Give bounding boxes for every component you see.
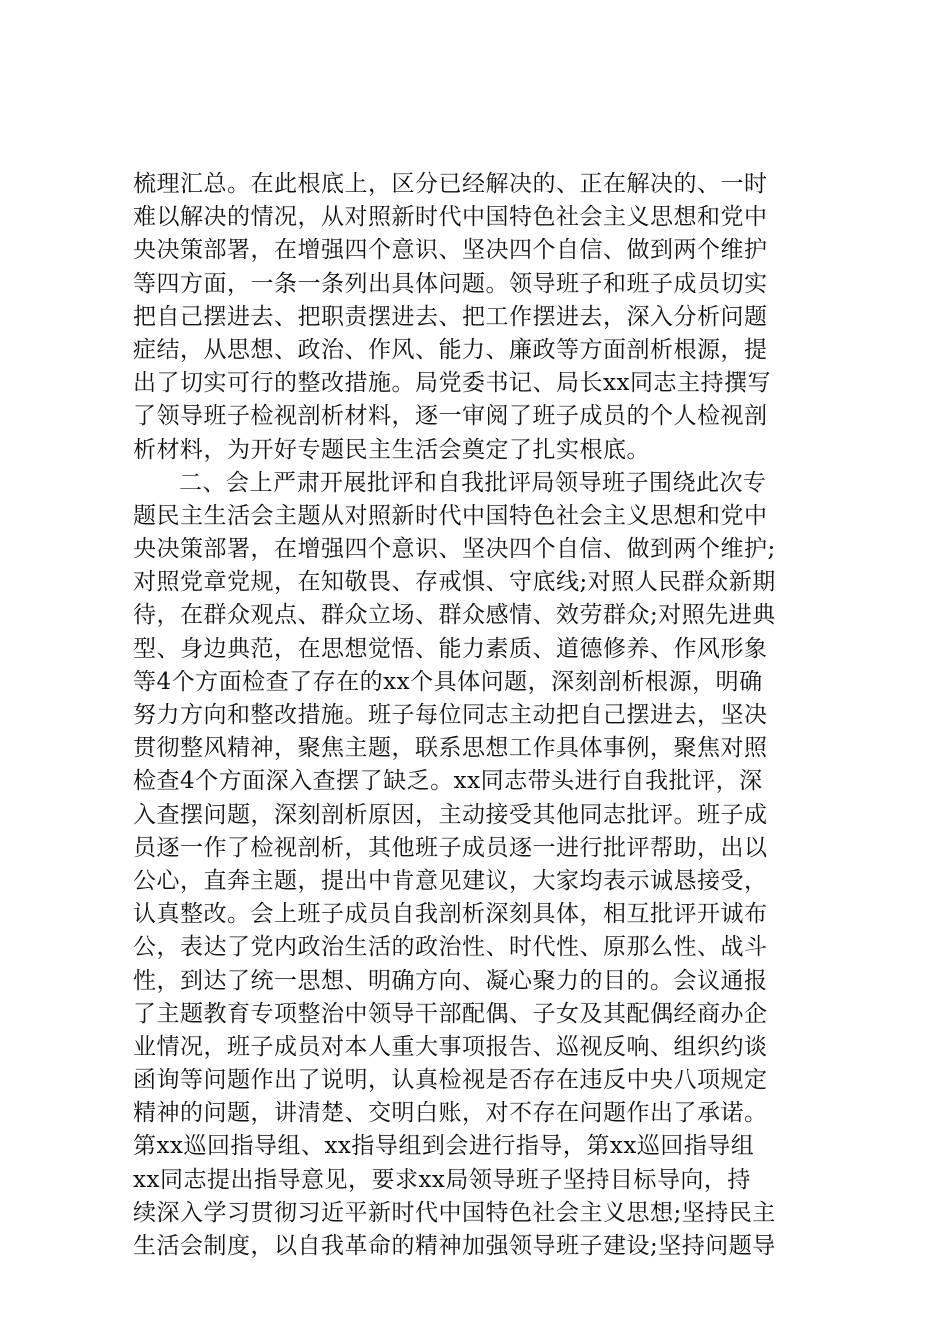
text-line: 央决策部署，在增强四个意识、坚决四个自信、做到两个维护; <box>133 536 776 563</box>
section-heading-line: 二、会上严肃开展批评和自我批评局领导班子围绕此次专 <box>179 469 767 496</box>
text-line: 等四方面，一条一条列出具体问题。领导班子和班子成员切实 <box>133 270 768 297</box>
text-line: 析材料，为开好专题民主生活会奠定了扎实根底。 <box>133 436 650 463</box>
text-line: 梳理汇总。在此根底上，区分已经解决的、正在解决的、一时 <box>133 171 768 197</box>
text-line: 业情况，班子成员对本人重大事项报告、巡视反响、组织约谈 <box>133 1033 768 1060</box>
text-line: 生活会制度，以自我革命的精神加强领导班子建设;坚持问题导 <box>133 1233 776 1259</box>
text-line: xx同志提出指导意见，要求xx局领导班子坚持目标导向，持 <box>133 1166 751 1193</box>
text-line: 等4个方面检查了存在的xx个具体问题，深刻剖析根源，明确 <box>133 668 763 695</box>
text-line: 题民主生活会主题从对照新时代中国特色社会主义思想和党中 <box>133 502 768 529</box>
text-line: 央决策部署，在增强四个意识、坚决四个自信、做到两个维护 <box>133 237 768 264</box>
text-line: 函询等问题作出了说明，认真检视是否存在违反中央八项规定 <box>133 1067 768 1094</box>
text-line: 贯彻整风精神，聚焦主题，联系思想工作具体事例，聚焦对照 <box>133 735 768 762</box>
text-line: 把自己摆进去、把职责摆进去、把工作摆进去，深入分析问题 <box>133 303 768 330</box>
body-text <box>133 168 823 1263</box>
text-line: 待，在群众观点、群众立场、群众感情、效劳群众;对照先进典 <box>133 602 776 629</box>
text-line: 出了切实可行的整改措施。局党委书记、局长xx同志主持撰写 <box>133 370 771 397</box>
text-line: 员逐一作了检视剖析，其他班子成员逐一进行批评帮助，出以 <box>133 834 768 861</box>
text-line: 认真整改。会上班子成员自我剖析深刻具体，相互批评开诚布 <box>133 901 768 928</box>
text-line: 了领导班子检视剖析材料，逐一审阅了班子成员的个人检视剖 <box>133 403 768 430</box>
text-line: 检查4个方面深入查摆了缺乏。xx同志带头进行自我批评，深 <box>133 768 763 795</box>
text-line: 精神的问题，讲清楚、交明白账，对不存在问题作出了承诺。 <box>133 1100 768 1127</box>
text-line: 难以解决的情况，从对照新时代中国特色社会主义思想和党中 <box>133 204 768 231</box>
text-line: 续深入学习贯彻习近平新时代中国特色社会主义思想;坚持民主 <box>133 1199 776 1226</box>
text-line: 症结，从思想、政治、作风、能力、廉政等方面剖析根源，提 <box>133 336 768 363</box>
text-line: 入查摆问题，深刻剖析原因，主动接受其他同志批评。班子成 <box>133 801 768 828</box>
text-line: 对照党章党规，在知敬畏、存戒惧、守底线;对照人民群众新期 <box>133 569 776 596</box>
text-line: 型、身边典范，在思想觉悟、能力素质、道德修养、作风形象 <box>133 635 768 662</box>
text-line: 第xx巡回指导组、xx指导组到会进行指导，第xx巡回指导组 <box>133 1133 755 1160</box>
text-line: 公心，直奔主题，提出中肯意见建议，大家均表示诚恳接受， <box>133 867 768 894</box>
text-line: 性，到达了统一思想、明确方向、凝心聚力的目的。会议通报 <box>133 967 768 994</box>
text-line: 努力方向和整改措施。班子每位同志主动把自己摆进去，坚决 <box>133 702 768 728</box>
text-line: 公，表达了党内政治生活的政治性、时代性、原那么性、战斗 <box>133 934 768 961</box>
text-line: 了主题教育专项整治中领导干部配偶、子女及其配偶经商办企 <box>133 1000 768 1027</box>
